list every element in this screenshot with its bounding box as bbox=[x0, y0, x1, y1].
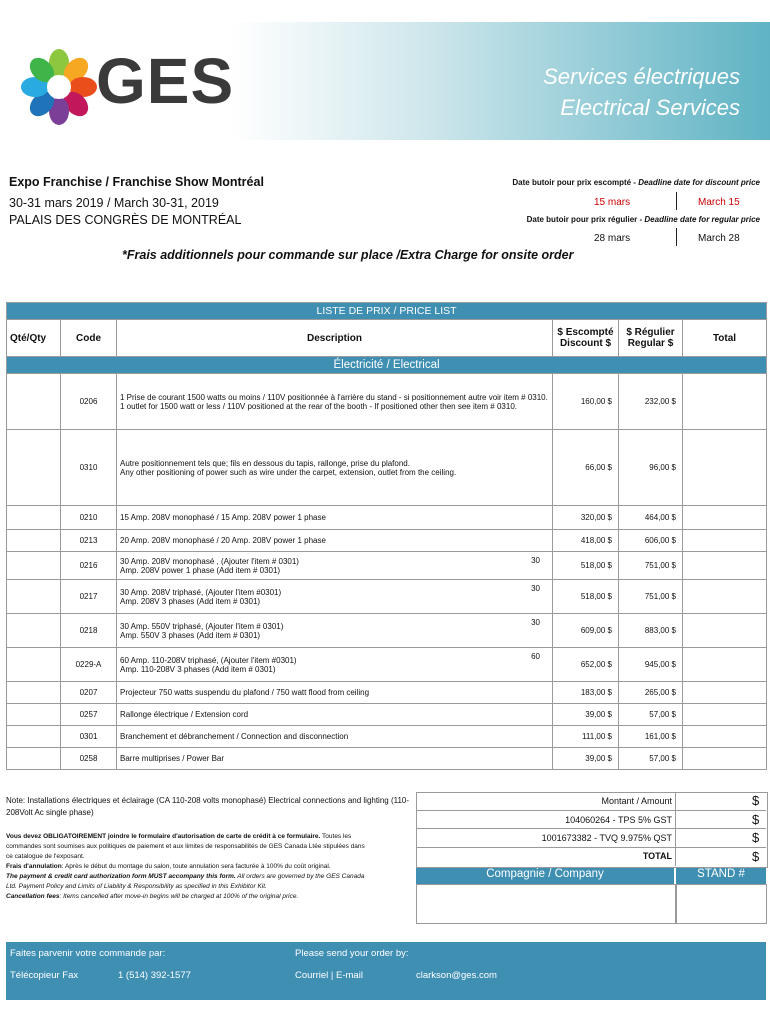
item-description: 1 Prise de courant 1500 watts ou moins / 110V positionnée à l'arrière du stand - si positionnement autre voir item # 0310. 1 outlet for 1500 watt or less / 110V positioned at the rear of the booth - If positioned other then see item # 0310. bbox=[117, 374, 553, 430]
amp-quantity: 30 bbox=[531, 584, 540, 593]
regular-price: 96,00 $ bbox=[619, 430, 683, 506]
regular-price: 945,00 $ bbox=[619, 648, 683, 682]
qty-field[interactable] bbox=[7, 726, 61, 748]
event-dates: 30-31 mars 2019 / March 30-31, 2019 bbox=[9, 196, 219, 210]
item-code: 0258 bbox=[61, 748, 117, 770]
qty-field[interactable] bbox=[7, 530, 61, 552]
line-total-field[interactable] bbox=[683, 748, 767, 770]
item-code: 0301 bbox=[61, 726, 117, 748]
price-list-title: LISTE DE PRIX / PRICE LIST bbox=[7, 303, 767, 320]
qty-field[interactable] bbox=[7, 648, 61, 682]
legal-text: Vous devez OBLIGATOIREMENT joindre le formulaire d'autorisation de carte de crédit à ce formulaire. Toutes les commandes sont soumises aux politiques de paiement et aux limites de responsabilités de GES Canada Ltée stipulées dans ce catalogue de l'exposant. Frais d'annulation: Après le début du montage du salon, toute annulation sera facturée à 100% du coût original. The payment & credit card authorization form MUST accompany this form. All orders are governed by the GES Canada Ltd. Payment Policy and Limits of Liability & Responsibility as specified in this Exhibitor Kit. Cancellation fees: Items cancelled after move-in begins will be charged at 100% of the original price. bbox=[6, 833, 365, 900]
amp-quantity: 30 bbox=[531, 618, 540, 627]
col-regular: $ Régulier Regular $ bbox=[619, 320, 683, 357]
gst-label: 104060264 - TPS 5% GST bbox=[565, 815, 672, 825]
price-list-table bbox=[6, 302, 766, 770]
regular-price: 161,00 $ bbox=[619, 726, 683, 748]
line-total-field[interactable] bbox=[683, 682, 767, 704]
item-code: 0216 bbox=[61, 552, 117, 580]
email-label: Courriel | E-mail bbox=[295, 970, 363, 981]
amount-field[interactable]: $ bbox=[752, 793, 760, 808]
col-total: Total bbox=[683, 320, 767, 357]
table-row bbox=[7, 748, 767, 770]
line-total-field[interactable] bbox=[683, 552, 767, 580]
item-code: 0257 bbox=[61, 704, 117, 726]
qty-field[interactable] bbox=[7, 614, 61, 648]
qty-field[interactable] bbox=[7, 748, 61, 770]
regular-deadline-fr: 28 mars bbox=[594, 233, 631, 244]
col-discount: $ Escompté Discount $ bbox=[553, 320, 619, 357]
line-total-field[interactable] bbox=[683, 726, 767, 748]
table-row bbox=[7, 704, 767, 726]
company-field[interactable] bbox=[416, 884, 676, 924]
fax-label: Télécopieur Fax bbox=[10, 970, 79, 981]
event-place: PALAIS DES CONGRÈS DE MONTRÉAL bbox=[9, 213, 242, 227]
discount-price: 160,00 $ bbox=[553, 374, 619, 430]
item-description: 15 Amp. 208V monophasé / 15 Amp. 208V power 1 phase bbox=[117, 506, 553, 530]
send-order-bar bbox=[6, 942, 766, 1000]
amount-label: Montant / Amount bbox=[601, 796, 672, 806]
discount-price: 111,00 $ bbox=[553, 726, 619, 748]
col-qty: Qté/Qty bbox=[7, 320, 61, 357]
item-code: 0207 bbox=[61, 682, 117, 704]
discount-price: 518,00 $ bbox=[553, 552, 619, 580]
item-code: 0206 bbox=[61, 374, 117, 430]
title-en: Electrical Services bbox=[560, 95, 740, 120]
regular-deadline-label: Date butoir pour prix régulier - Deadline date for regular price bbox=[526, 215, 760, 224]
table-row bbox=[7, 682, 767, 704]
line-total-field[interactable] bbox=[683, 648, 767, 682]
table-row bbox=[7, 530, 767, 552]
table-row bbox=[7, 374, 767, 430]
discount-price: 652,00 $ bbox=[553, 648, 619, 682]
discount-price: 418,00 $ bbox=[553, 530, 619, 552]
total-label: TOTAL bbox=[642, 851, 672, 861]
item-description: 30 Amp. 550V triphasé, (Ajouter l'item # 0301) Amp. 550V 3 phases (Add item # 0301) 30 bbox=[117, 614, 553, 648]
amp-quantity: 60 bbox=[531, 652, 540, 661]
table-row bbox=[7, 552, 767, 580]
table-row bbox=[7, 430, 767, 506]
regular-price: 57,00 $ bbox=[619, 748, 683, 770]
amp-quantity: 30 bbox=[531, 556, 540, 565]
item-code: 0210 bbox=[61, 506, 117, 530]
regular-price: 751,00 $ bbox=[619, 552, 683, 580]
line-total-field[interactable] bbox=[683, 430, 767, 506]
table-row bbox=[7, 648, 767, 682]
qty-field[interactable] bbox=[7, 552, 61, 580]
extra-charge-notice: *Frais additionnels pour commande sur place /Extra Charge for onsite order bbox=[122, 248, 574, 262]
fax-number: 1 (514) 392-1577 bbox=[118, 970, 191, 981]
discount-deadline-en: March 15 bbox=[698, 197, 740, 208]
discount-price: 518,00 $ bbox=[553, 580, 619, 614]
item-description: Barre multiprises / Power Bar bbox=[117, 748, 553, 770]
line-total-field[interactable] bbox=[683, 580, 767, 614]
qty-field[interactable] bbox=[7, 374, 61, 430]
item-description: 60 Amp. 110-208V triphasé, (Ajouter l'item #0301) Amp. 110-208V 3 phases (Add item # 0301) 60 bbox=[117, 648, 553, 682]
item-code: 0310 bbox=[61, 430, 117, 506]
item-description: 30 Amp. 208V monophasé , (Ajouter l'item # 0301) Amp. 208V power 1 phase (Add item # 0301) 30 bbox=[117, 552, 553, 580]
stand-header: STAND # bbox=[676, 868, 766, 884]
item-description: Autre positionnement tels que; fils en dessous du tapis, rallonge, prise du plafond. Any other positioning of power such as wire under the carpet, extension, outlet from the ceiling. bbox=[117, 430, 553, 506]
regular-price: 606,00 $ bbox=[619, 530, 683, 552]
qty-field[interactable] bbox=[7, 580, 61, 614]
send-en: Please send your order by: bbox=[295, 948, 409, 959]
regular-price: 232,00 $ bbox=[619, 374, 683, 430]
col-description: Description bbox=[117, 320, 553, 357]
note: Note: Installations électriques et éclairage (CA 110-208 volts monophasé) Electrical connections and lighting (110-208Volt Ac single phase) bbox=[6, 796, 410, 817]
line-total-field[interactable] bbox=[683, 530, 767, 552]
send-fr: Faites parvenir votre commande par: bbox=[10, 948, 166, 959]
logo-text: GES bbox=[96, 45, 235, 117]
regular-deadline-en: March 28 bbox=[698, 233, 740, 244]
regular-price: 57,00 $ bbox=[619, 704, 683, 726]
line-total-field[interactable] bbox=[683, 704, 767, 726]
item-description: 30 Amp. 208V triphasé, (Ajouter l'item #0301) Amp. 208V 3 phases (Add item # 0301) 30 bbox=[117, 580, 553, 614]
regular-price: 883,00 $ bbox=[619, 614, 683, 648]
divider bbox=[675, 792, 676, 866]
stand-field[interactable] bbox=[676, 884, 767, 924]
discount-price: 66,00 $ bbox=[553, 430, 619, 506]
item-description: Projecteur 750 watts suspendu du plafond / 750 watt flood from ceiling bbox=[117, 682, 553, 704]
divider bbox=[416, 847, 766, 848]
divider bbox=[416, 810, 766, 811]
title-fr: Services électriques bbox=[543, 64, 740, 89]
regular-price: 751,00 $ bbox=[619, 580, 683, 614]
qty-field[interactable] bbox=[7, 430, 61, 506]
regular-price: 265,00 $ bbox=[619, 682, 683, 704]
item-code: 0217 bbox=[61, 580, 117, 614]
total-field[interactable]: $ bbox=[752, 849, 760, 864]
qty-field[interactable] bbox=[7, 682, 61, 704]
item-description: 20 Amp. 208V monophasé / 20 Amp. 208V power 1 phase bbox=[117, 530, 553, 552]
line-total-field[interactable] bbox=[683, 614, 767, 648]
table-row bbox=[7, 580, 767, 614]
table-row bbox=[7, 506, 767, 530]
email-link[interactable]: clarkson@ges.com bbox=[416, 970, 497, 981]
qty-field[interactable] bbox=[7, 704, 61, 726]
item-description: Rallonge électrique / Extension cord bbox=[117, 704, 553, 726]
discount-price: 39,00 $ bbox=[553, 748, 619, 770]
discount-price: 609,00 $ bbox=[553, 614, 619, 648]
item-code: 0213 bbox=[61, 530, 117, 552]
line-total-field[interactable] bbox=[683, 506, 767, 530]
event-name: Expo Franchise / Franchise Show Montréal bbox=[9, 175, 264, 189]
discount-price: 39,00 $ bbox=[553, 704, 619, 726]
divider bbox=[416, 828, 766, 829]
qst-field[interactable]: $ bbox=[752, 830, 760, 845]
discount-price: 183,00 $ bbox=[553, 682, 619, 704]
ges-logo-icon bbox=[20, 48, 98, 126]
line-total-field[interactable] bbox=[683, 374, 767, 430]
regular-price: 464,00 $ bbox=[619, 506, 683, 530]
discount-deadline-label: Date butoir pour prix escompté - Deadline date for discount price bbox=[512, 178, 760, 187]
section-electrical: Électricité / Electrical bbox=[7, 357, 767, 374]
discount-deadline-fr: 15 mars bbox=[594, 197, 631, 208]
gst-field[interactable]: $ bbox=[752, 812, 760, 827]
discount-price: 320,00 $ bbox=[553, 506, 619, 530]
divider bbox=[676, 228, 677, 246]
company-header: Compagnie / Company bbox=[416, 868, 674, 884]
table-row bbox=[7, 726, 767, 748]
item-code: 0229-A bbox=[61, 648, 117, 682]
col-code: Code bbox=[61, 320, 117, 357]
qty-field[interactable] bbox=[7, 506, 61, 530]
divider bbox=[676, 192, 677, 210]
table-row bbox=[7, 614, 767, 648]
item-code: 0218 bbox=[61, 614, 117, 648]
qst-label: 1001673382 - TVQ 9.975% QST bbox=[541, 833, 672, 843]
item-description: Branchement et débranchement / Connection and disconnection bbox=[117, 726, 553, 748]
